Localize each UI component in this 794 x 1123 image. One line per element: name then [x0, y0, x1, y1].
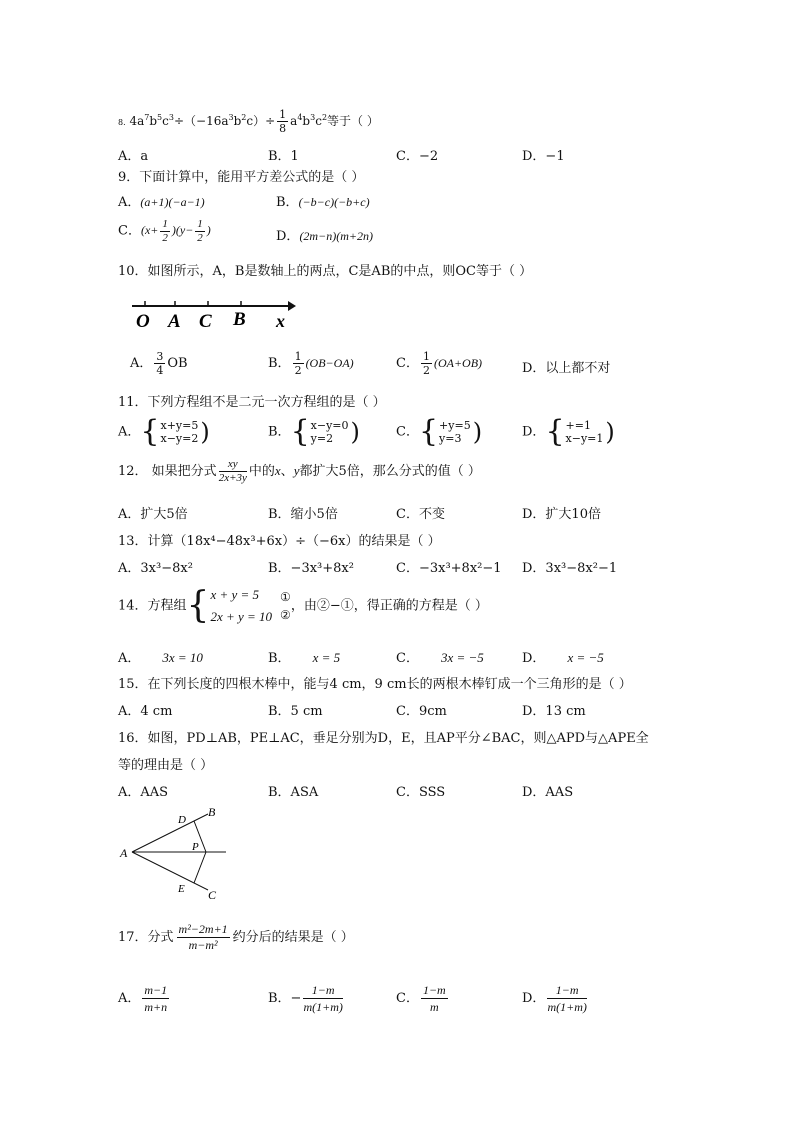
label-b: B: [208, 805, 216, 819]
q16-option-a[interactable]: A．AAS: [118, 785, 169, 800]
q14-option-b[interactable]: B． x = 5: [268, 650, 341, 666]
label-o: O: [136, 311, 150, 332]
q16-stem-line-1: 16．如图，PD⊥AB，PE⊥AC，垂足分别为D，E，且AP平分∠BAC，则△APD与△APE全: [118, 731, 649, 746]
q12-option-a[interactable]: A．扩大5倍: [118, 507, 188, 522]
q15-stem: 15．在下列长度的四根木棒中，能与4 cm，9 cm长的两根木棒钉成一个三角形的是（ ）: [118, 677, 632, 692]
q13-option-a[interactable]: A．3x³−8x²: [118, 561, 193, 576]
label-c: C: [199, 311, 212, 332]
q14-stem: 14．方程组{ x + y = 5 2x + y = 10 ① ② ，由②−①，得正确的方程是（ ）: [118, 585, 488, 626]
q8-fraction: $\frac{1}{8}$: [279, 108, 287, 135]
label-a: A: [120, 846, 128, 860]
q14-option-a[interactable]: A． 3x = 10: [118, 650, 203, 666]
q13-option-d[interactable]: D．3x³−8x²−1: [522, 561, 618, 576]
label-a: A: [168, 311, 181, 332]
q16-option-c[interactable]: C．SSS: [396, 785, 446, 800]
q10-option-b[interactable]: B． $\frac{1}{2}$ (OB−OA): [268, 350, 354, 377]
q16-option-d[interactable]: D．AAS: [522, 785, 574, 800]
q12-stem: 12． 如果把分式 $\frac{xy}{2x+3y}$ 中的x、y都扩大5倍，那么分式的值（ ）: [118, 458, 481, 484]
q15-option-d[interactable]: D．13 cm: [522, 704, 586, 719]
q8-stem: 8. $4a^7b^5c^3\div(-16a^3b^2c)\div$ $\frac{1}{8}$ $a^4b^3c^2$等于（ ）: [118, 108, 379, 135]
q9-option-a[interactable]: A．(a+1)(−a−1): [118, 195, 205, 210]
q12-option-b[interactable]: B．缩小5倍: [268, 507, 338, 522]
q10-option-c[interactable]: C． $\frac{1}{2}$ (OA+OB): [396, 350, 483, 377]
q17-option-d[interactable]: D． $\frac{1-m}{m(1+m)}$: [522, 983, 587, 1014]
q8-option-c[interactable]: C．−2: [396, 149, 439, 164]
q8-option-d[interactable]: D．−1: [522, 149, 565, 164]
q9-option-d[interactable]: D．(2m−n)(m+2n): [276, 229, 373, 244]
q10-option-d[interactable]: D．以上都不对: [522, 361, 611, 376]
q15-option-c[interactable]: C．9cm: [396, 704, 447, 719]
q8-option-b[interactable]: B．1: [268, 149, 299, 164]
q9-option-c[interactable]: C．(x+ $\frac{1}{2}$ )(y− $\frac{1}{2}$ ): [118, 218, 211, 244]
q13-option-c[interactable]: C．−3x³+8x²−1: [396, 561, 502, 576]
q12-option-d[interactable]: D．扩大10倍: [522, 507, 601, 522]
q15-option-a[interactable]: A．4 cm: [118, 704, 173, 719]
q17-stem: 17．分式 $\frac{\text{m²−2m+1}}{\text{m−m²}}$ 约分后的结果是（ ）: [118, 922, 354, 952]
q11-stem: 11．下列方程组不是二元一次方程组的是（ ）: [118, 395, 386, 410]
q11-option-c[interactable]: C．{ +y=5 y=3 ): [396, 414, 483, 449]
q9-stem: 9．下面计算中，能用平方差公式的是（ ）: [118, 170, 365, 185]
q13-option-b[interactable]: B．−3x³+8x²: [268, 561, 354, 576]
q13-stem: 13．计算（18x⁴−48x³+6x）÷（−6x）的结果是（ ）: [118, 534, 441, 549]
q11-option-a[interactable]: A．{ x+y=5 x−y=2 ): [118, 414, 210, 449]
label-d: D: [178, 814, 186, 826]
q10-option-a[interactable]: A． $\frac{3}{4}$ OB: [130, 350, 188, 377]
q11-option-d[interactable]: D．{ +=1 x−y=1 ): [522, 414, 615, 449]
q14-option-c[interactable]: C． 3x = −5: [396, 650, 484, 666]
label-e: E: [178, 883, 185, 895]
label-p: P: [192, 841, 199, 853]
q16-option-b[interactable]: B．ASA: [268, 785, 319, 800]
q15-option-b[interactable]: B．5 cm: [268, 704, 323, 719]
q11-option-b[interactable]: B．{ x−y=0 y=2 ): [268, 414, 360, 449]
q14-option-d[interactable]: D． x = −5: [522, 650, 604, 666]
axis-arrow-icon: [288, 301, 296, 311]
label-c: C: [208, 888, 217, 902]
q16-stem-line-2: 等的理由是（ ）: [118, 758, 214, 773]
q8-option-a[interactable]: A．a: [118, 149, 149, 164]
angle-bisector-figure: [118, 804, 238, 904]
label-b: B: [233, 309, 246, 330]
q12-option-c[interactable]: C．不变: [396, 507, 445, 522]
label-x: x: [276, 311, 285, 331]
number-line-figure: [128, 296, 298, 332]
q9-option-b[interactable]: B．(−b−c)(−b+c): [276, 195, 370, 210]
segment-pe: [194, 852, 206, 883]
q17-option-b[interactable]: B．− $\frac{1-m}{m(1+m)}$: [268, 983, 343, 1014]
q10-stem: 10．如图所示，A，B是数轴上的两点，C是AB的中点，则OC等于（ ）: [118, 264, 533, 279]
q17-option-a[interactable]: A． $\frac{m-1}{m+n}$: [118, 983, 168, 1014]
q17-option-c[interactable]: C． $\frac{1-m}{m}$: [396, 983, 446, 1014]
ray-ac: [132, 852, 208, 890]
